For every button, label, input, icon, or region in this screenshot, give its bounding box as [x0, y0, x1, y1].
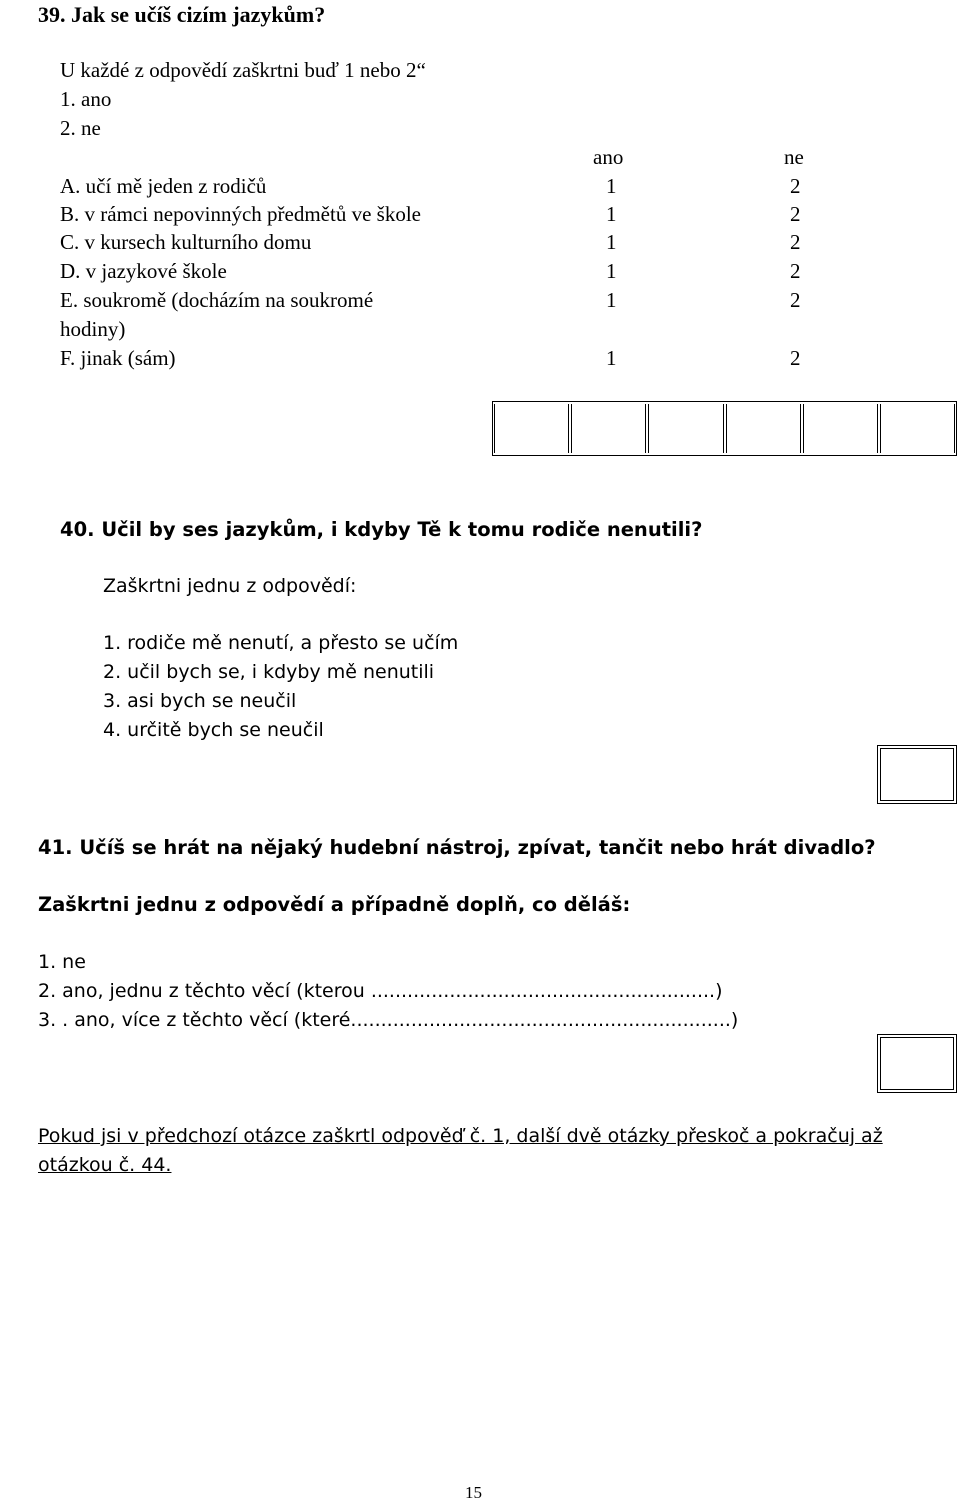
q39-row: [60, 346, 820, 374]
row-label: C. v kursech kulturního domu: [60, 230, 312, 254]
code-cell[interactable]: [494, 404, 569, 453]
q39-col-header-ano: ano: [593, 145, 624, 169]
q40-option[interactable]: 1. rodiče mě nenutí, a přesto se učím: [103, 632, 459, 654]
q40-instruction: Zaškrtni jednu z odpovědí:: [103, 575, 357, 597]
q39-code-grid: [492, 401, 957, 456]
option-1[interactable]: 1: [606, 230, 617, 254]
option-1[interactable]: 1: [606, 259, 617, 283]
row-label: F. jinak (sám): [60, 346, 176, 370]
q39-legend-2: 2. ne: [60, 116, 101, 140]
option-1[interactable]: 1: [606, 202, 617, 226]
q39-col-header-ne: ne: [784, 145, 804, 169]
option-2[interactable]: 2: [790, 288, 801, 312]
q41-instruction: Zaškrtni jednu z odpovědí a případně doplň, co děláš:: [38, 893, 631, 916]
option-2[interactable]: 2: [790, 202, 801, 226]
q40-option[interactable]: 4. určitě bych se neučil: [103, 719, 324, 741]
q40-title: 40. Učil by ses jazykům, i kdyby Tě k tomu rodiče nenutili?: [60, 518, 703, 541]
option-2[interactable]: 2: [790, 259, 801, 283]
page-number: 15: [465, 1483, 482, 1502]
q39-legend-1: 1. ano: [60, 87, 112, 111]
code-cell[interactable]: [571, 404, 646, 453]
q41-answer-box[interactable]: [877, 1034, 957, 1093]
q39-row: [60, 174, 820, 202]
option-1[interactable]: 1: [606, 346, 617, 370]
row-label: hodiny): [60, 317, 126, 341]
option-2[interactable]: 2: [790, 346, 801, 370]
q41-option[interactable]: 3. . ano, více z těchto věcí (které...............................................................): [38, 1009, 739, 1031]
q39-row: [60, 317, 820, 345]
q39-title: 39. Jak se učíš cizím jazykům?: [38, 2, 326, 27]
q39-instruction: U každé z odpovědí zaškrtni buď 1 nebo 2“: [60, 58, 426, 82]
code-cell[interactable]: [648, 404, 723, 453]
q39-row: [60, 259, 820, 287]
row-label: A. učí mě jeden z rodičů: [60, 174, 267, 198]
option-2[interactable]: 2: [790, 174, 801, 198]
q41-option[interactable]: 1. ne: [38, 951, 86, 973]
skip-instruction-line2: otázkou č. 44.: [38, 1154, 172, 1176]
option-1[interactable]: 1: [606, 288, 617, 312]
row-label: E. soukromě (docházím na soukromé: [60, 288, 374, 312]
q41-option[interactable]: 2. ano, jednu z těchto věcí (kterou .........................................................): [38, 980, 723, 1002]
q39-row: [60, 202, 820, 230]
q41-title: 41. Učíš se hrát na nějaký hudební nástroj, zpívat, tančit nebo hrát divadlo?: [38, 836, 876, 859]
q40-answer-box[interactable]: [877, 745, 957, 804]
q39-row: [60, 230, 820, 258]
code-cell[interactable]: [880, 404, 955, 453]
row-label: B. v rámci nepovinných předmětů ve škole: [60, 202, 421, 226]
code-cell[interactable]: [803, 404, 878, 453]
option-2[interactable]: 2: [790, 230, 801, 254]
option-1[interactable]: 1: [606, 174, 617, 198]
code-cell[interactable]: [726, 404, 801, 453]
q40-option[interactable]: 2. učil bych se, i kdyby mě nenutili: [103, 661, 435, 683]
skip-instruction-line1: Pokud jsi v předchozí otázce zaškrtl odpověď č. 1, další dvě otázky přeskoč a pokračuj až: [38, 1125, 883, 1147]
row-label: D. v jazykové škole: [60, 259, 227, 283]
q40-option[interactable]: 3. asi bych se neučil: [103, 690, 297, 712]
q39-row: [60, 288, 820, 316]
